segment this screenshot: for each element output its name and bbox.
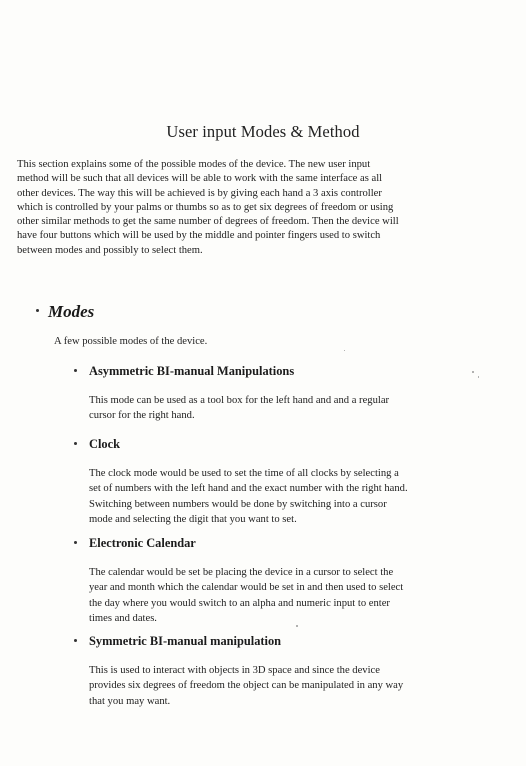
- mode-heading-text: Asymmetric BI-manual Manipulations: [89, 364, 295, 378]
- mode-description: [89, 393, 454, 424]
- intro-line: have four buttons which will be used by the middle and pointer fingers used to switch: [17, 230, 381, 242]
- mode-line: mode and selecting the digit that you want to set.: [89, 514, 297, 526]
- mode-description: [89, 466, 454, 528]
- mode-line: that you may want.: [89, 695, 171, 707]
- scan-speck: [472, 371, 474, 373]
- modes-lead: A few possible modes of the device.: [54, 336, 208, 347]
- mode-item-symmetric: [74, 634, 454, 709]
- mode-line: set of numbers with the left hand and the exact number with the right hand.: [89, 483, 408, 495]
- scan-speck: [296, 625, 298, 627]
- modes-heading-text: Modes: [48, 302, 95, 321]
- intro-paragraph: [17, 158, 513, 258]
- bullet-icon: [74, 639, 77, 642]
- mode-heading-text: Clock: [89, 437, 120, 451]
- mode-heading-text: Electronic Calendar: [89, 536, 196, 550]
- mode-item-asymmetric: [74, 364, 454, 424]
- bullet-icon: [36, 309, 39, 312]
- intro-line: other similar methods to get the same number of degrees of freedom. Then the device will: [17, 216, 399, 228]
- mode-item-calendar: [74, 536, 454, 627]
- mode-description: [89, 565, 454, 627]
- mode-heading: [74, 437, 454, 452]
- mode-line: Switching between numbers would be done by switching into a cursor: [89, 498, 387, 510]
- page-title: User input Modes & Method: [166, 122, 360, 141]
- mode-item-clock: [74, 437, 454, 528]
- mode-heading: [74, 634, 454, 649]
- mode-description: [89, 663, 454, 709]
- intro-line: which is controlled by your palms or thumbs so as to get six degrees of freedom or using: [17, 201, 394, 213]
- mode-heading: [74, 364, 454, 379]
- mode-line: provides six degrees of freedom the object can be manipulated in any way: [89, 680, 404, 692]
- mode-heading: [74, 536, 454, 551]
- mode-line: year and month which the calendar would be set in and then used to select: [89, 582, 404, 594]
- bullet-icon: [74, 442, 77, 445]
- intro-line: other devices. The way this will be achieved is by giving each hand a 3 axis controller: [17, 187, 382, 199]
- intro-line: This section explains some of the possible modes of the device. The new user input: [17, 159, 371, 170]
- mode-line: times and dates.: [89, 613, 157, 625]
- modes-heading: [36, 302, 94, 322]
- mode-line: the day where you would switch to an alpha and numeric input to enter: [89, 597, 390, 609]
- bullet-icon: [74, 369, 77, 372]
- mode-line: The calendar would be set be placing the device in a cursor to select the: [89, 567, 394, 578]
- scan-speck: [344, 350, 345, 351]
- intro-line: method will be such that all devices will be able to work with the same interface as all: [17, 173, 383, 185]
- intro-line: between modes and possibly to select them.: [17, 244, 203, 256]
- scan-speck: [478, 376, 479, 378]
- mode-heading-text: Symmetric BI-manual manipulation: [89, 634, 282, 648]
- bullet-icon: [74, 541, 77, 544]
- mode-line: This mode can be used as a tool box for the left hand and and a regular: [89, 395, 390, 406]
- mode-line: This is used to interact with objects in 3D space and since the device: [89, 665, 380, 676]
- mode-line: cursor for the right hand.: [89, 410, 195, 422]
- mode-line: The clock mode would be used to set the time of all clocks by selecting a: [89, 468, 399, 479]
